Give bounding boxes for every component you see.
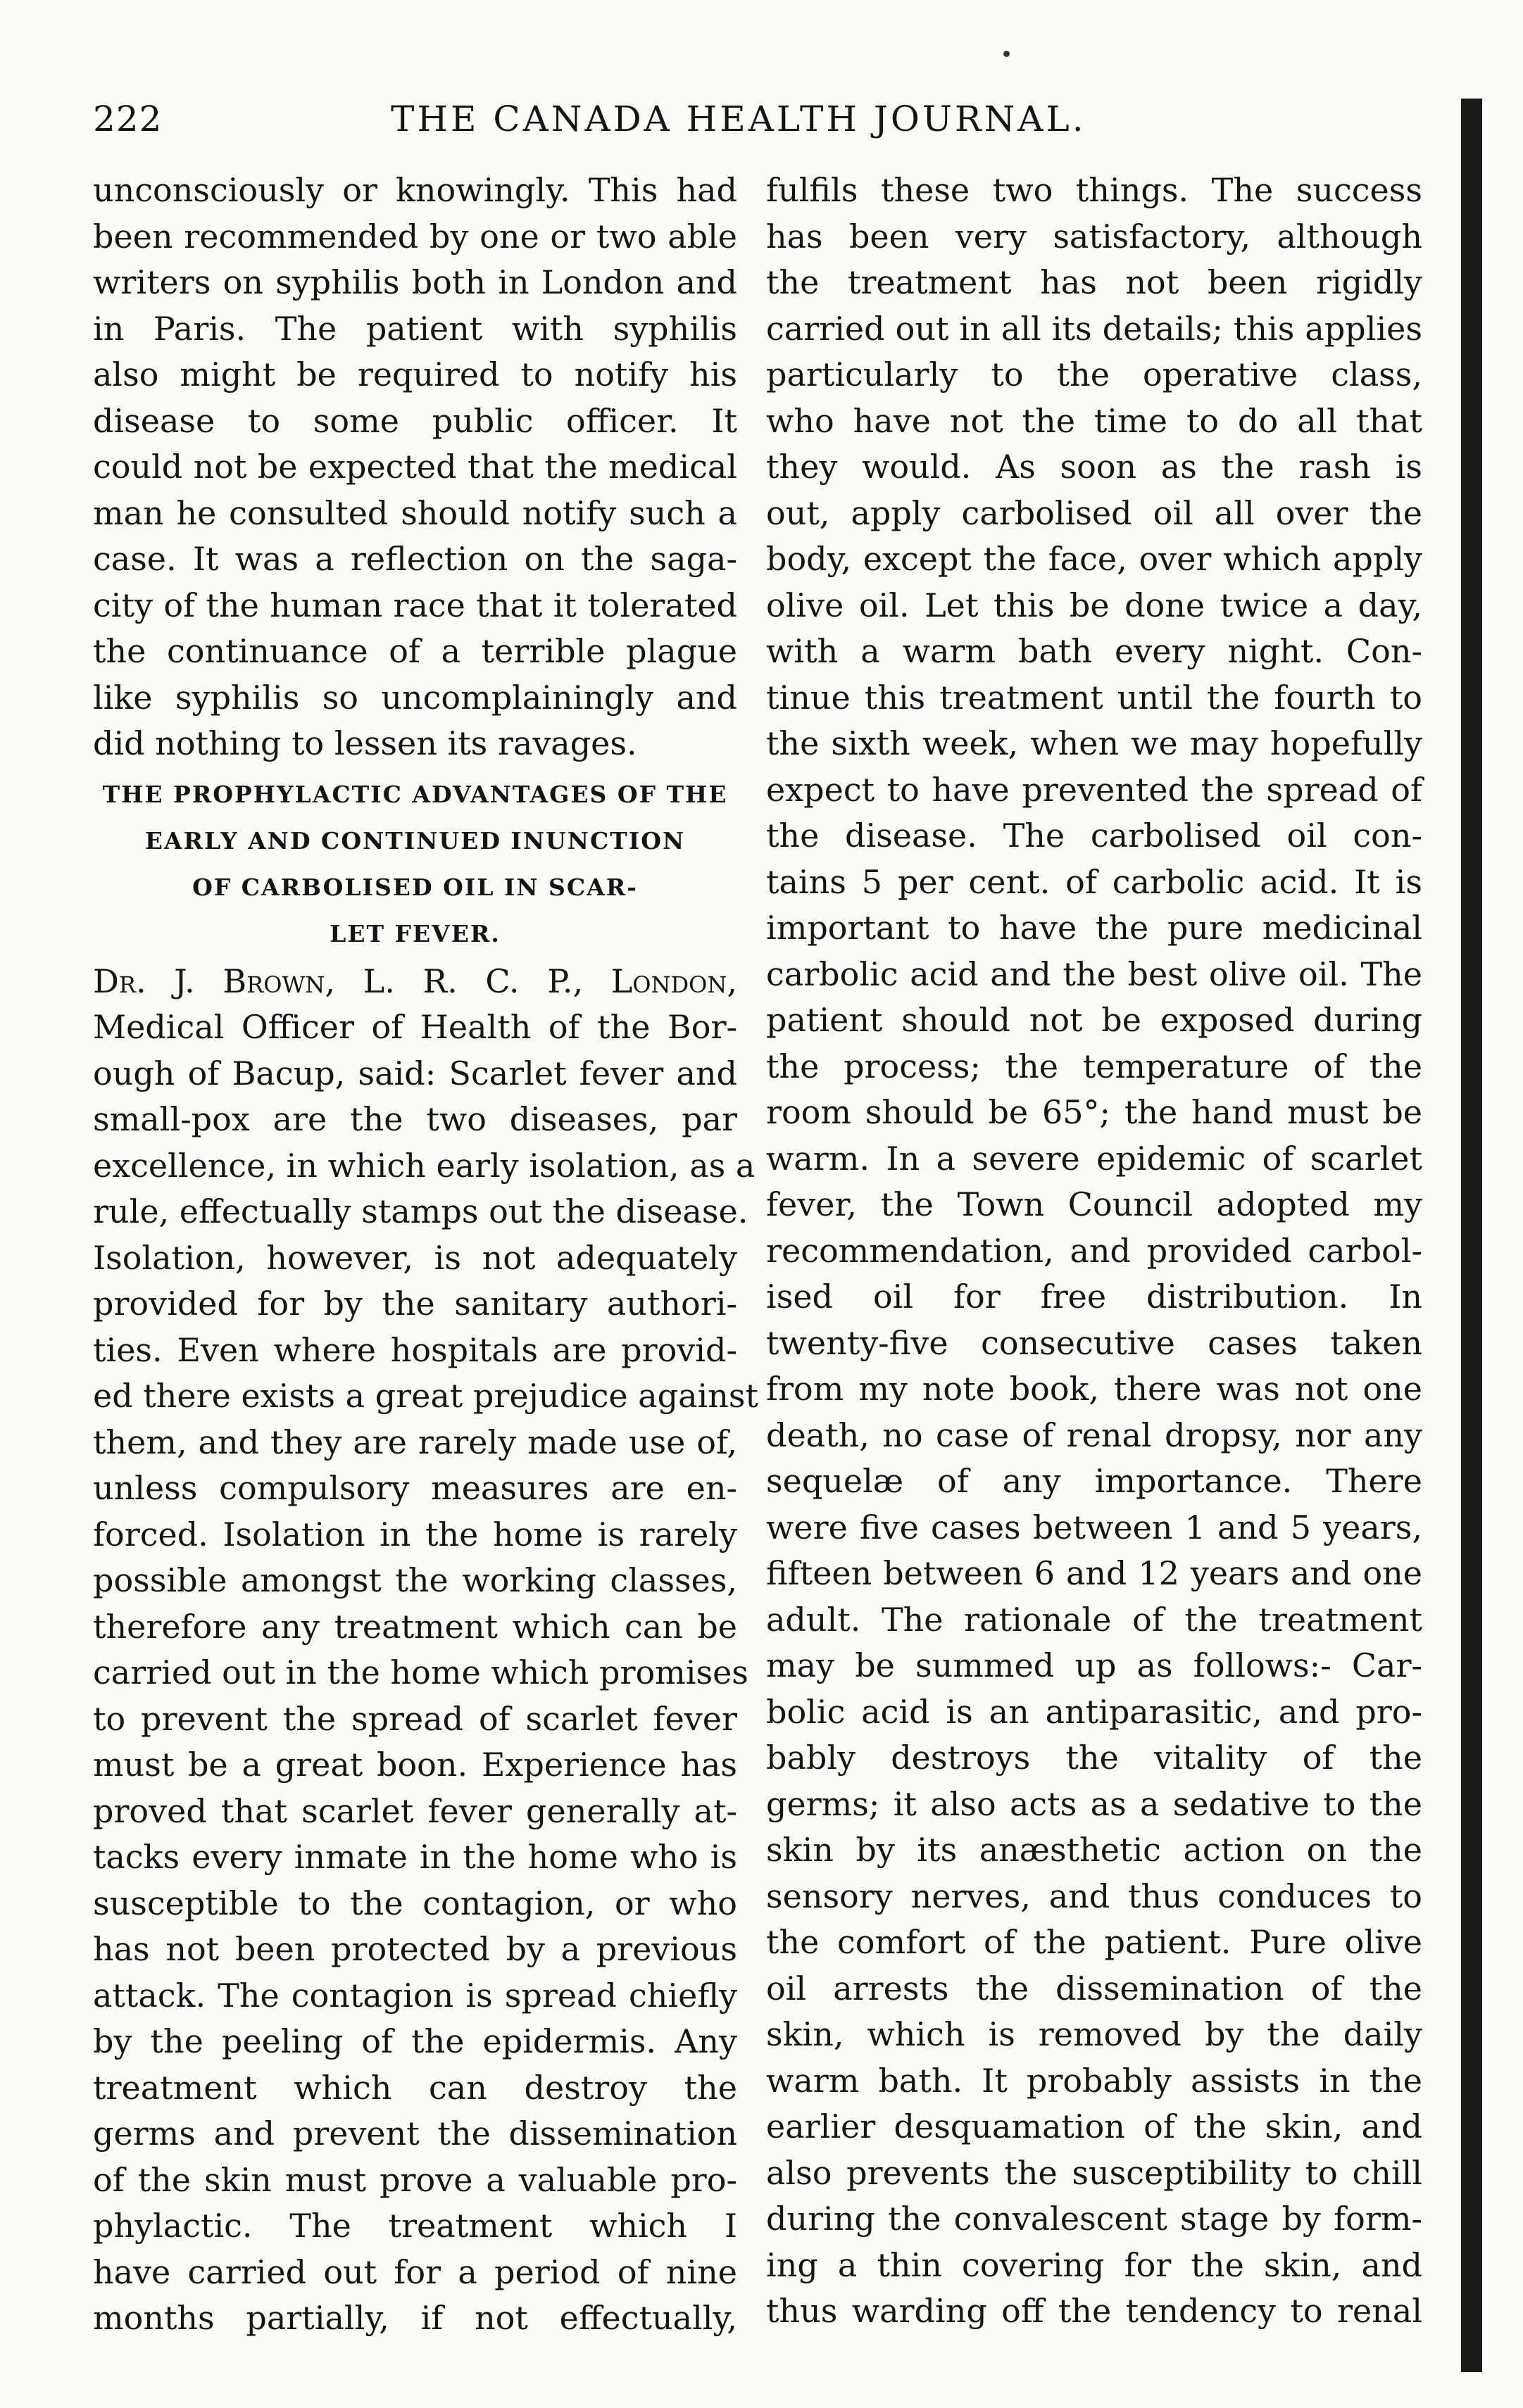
right-column (766, 168, 1422, 2335)
text-line: the comfort of the patient. Pure olive (766, 1923, 1422, 1961)
text-line: carried out in all its details; this applies (766, 309, 1422, 348)
text-line: warm bath. It probably assists in the (766, 2061, 1422, 2100)
text-line: ties. Even where hospitals are provid- (93, 1330, 737, 1369)
text-line: been recommended by one or two able (93, 217, 737, 256)
text-line: also might be required to notify his (93, 355, 737, 393)
text-line: sensory nerves, and thus conduces to (766, 1877, 1422, 1915)
text-line: rule, effectually stamps out the disease. (93, 1192, 748, 1230)
text-line: Medical Officer of Health of the Bor- (93, 1008, 737, 1046)
text-line: they would. As soon as the rash is (766, 448, 1422, 486)
text-line: out, apply carbolised oil all over the (766, 493, 1422, 532)
text-line: ised oil for free distribution. In (766, 1278, 1422, 1316)
text-line: tinue this treatment until the fourth to (766, 678, 1422, 717)
text-line: could not be expected that the medical (93, 448, 737, 486)
left-column (93, 168, 758, 2342)
text-line: ed there exists a great prejudice against (93, 1377, 758, 1415)
text-line: the treatment has not been rigidly (766, 263, 1422, 301)
text-line: them, and they are rarely made use of, (93, 1423, 737, 1461)
text-line: particularly to the operative class, (766, 355, 1422, 393)
text-line: the continuance of a terrible plague (93, 632, 737, 670)
text-line: the disease. The carbolised oil con- (766, 817, 1422, 855)
text-line: may be summed up as follows:- Car- (766, 1646, 1422, 1684)
text-line: small-pox are the two diseases, par (93, 1100, 737, 1138)
text-line: skin, which is removed by the daily (766, 2015, 1422, 2053)
text-line: earlier desquamation of the skin, and (766, 2107, 1422, 2145)
text-line: has not been protected by a previous (93, 1930, 737, 1968)
text-line: in Paris. The patient with syphilis (93, 309, 737, 348)
text-line: warm. In a severe epidemic of scarlet (766, 1139, 1422, 1178)
text-line: fever, the Town Council adopted my (766, 1185, 1422, 1223)
text-line: olive oil. Let this be done twice a day, (766, 586, 1422, 624)
text-line: death, no case of renal dropsy, nor any (766, 1416, 1422, 1454)
print-speck (1003, 51, 1010, 57)
text-line: the sixth week, when we may hopefully (766, 724, 1422, 762)
text-line: carbolic acid and the best olive oil. The (766, 954, 1422, 993)
text-line: bolic acid is an antiparasitic, and pro- (766, 1692, 1422, 1731)
text-line: recommendation, and provided carbol- (766, 1231, 1422, 1270)
text-line: writers on syphilis both in London and (93, 263, 737, 301)
text-line: proved that scarlet fever generally at- (93, 1791, 737, 1830)
text-line: forced. Isolation in the home is rarely (93, 1515, 737, 1553)
text-line: susceptible to the contagion, or who (93, 1884, 737, 1922)
text-line: oil arrests the dissemination of the (766, 1969, 1422, 2007)
text-line: ough of Bacup, said: Scarlet fever and (93, 1054, 737, 1092)
text-line: skin by its anæsthetic action on the (766, 1831, 1422, 1869)
text-line: phylactic. The treatment which I (93, 2207, 737, 2245)
text-line: of the skin must prove a valuable pro- (93, 2160, 737, 2199)
text-line: unconsciously or knowingly. This had (93, 171, 737, 209)
left-column-top-text (93, 168, 737, 767)
text-line: patient should not be exposed during (766, 1001, 1422, 1039)
text-line: by the peeling of the epidermis. Any (93, 2022, 737, 2060)
page-edge-rule (1461, 99, 1482, 2372)
text-line: carried out in the home which promises (93, 1653, 748, 1691)
heading-line: LET FEVER. (330, 919, 501, 947)
text-line: has been very satisfactory, although (766, 217, 1422, 256)
text-line: thus warding off the tendency to renal (766, 2292, 1422, 2330)
text-line: body, except the face, over which apply (766, 540, 1422, 578)
section-heading (93, 771, 737, 957)
text-line: Isolation, however, is not adequately (93, 1238, 737, 1277)
text-line: during the convalescent stage by form- (766, 2200, 1422, 2238)
text-line: excellence, in which early isolation, as a (93, 1146, 756, 1185)
page-number: 222 (93, 99, 163, 139)
text-line: twenty-five consecutive cases taken (766, 1323, 1422, 1362)
left-column-article-text (93, 959, 758, 2342)
text-line: room should be 65°; the hand must be (766, 1093, 1422, 1131)
text-line: the process; the temperature of the (766, 1047, 1422, 1085)
text-line: with a warm bath every night. Con- (766, 632, 1422, 670)
text-line: bably destroys the vitality of the (766, 1739, 1422, 1777)
heading-line: OF CARBOLISED OIL IN SCAR- (192, 873, 638, 901)
text-line: expect to have prevented the spread of (766, 770, 1422, 809)
text-line: must be a great boon. Experience has (93, 1746, 737, 1784)
text-line: city of the human race that it tolerated (93, 586, 737, 624)
text-line: disease to some public officer. It (93, 401, 737, 440)
text-line: case. It was a reflection on the saga- (93, 540, 737, 578)
text-line: ing a thin covering for the skin, and (766, 2245, 1422, 2284)
text-line: tains 5 per cent. of carbolic acid. It is (766, 862, 1422, 901)
text-line: Dr. J. Brown, L. R. C. P., London, (93, 962, 737, 1000)
running-head-title: THE CANADA HEALTH JOURNAL. (391, 99, 1086, 139)
text-line: months partially, if not effectually, (93, 2299, 737, 2337)
text-line: possible amongst the working classes, (93, 1561, 737, 1599)
text-line: germs and prevent the dissemination (93, 2114, 737, 2152)
text-line: important to have the pure medicinal (766, 909, 1422, 947)
text-line: tacks every inmate in the home who is (93, 1838, 737, 1876)
text-line: provided for by the sanitary authori- (93, 1285, 737, 1323)
text-line: man he consulted should notify such a (93, 493, 737, 532)
text-line: adult. The rationale of the treatment (766, 1600, 1422, 1639)
text-line: were five cases between 1 and 5 years, (766, 1508, 1422, 1546)
text-line: attack. The contagion is spread chiefly (93, 1976, 737, 2015)
text-line: treatment which can destroy the (93, 2068, 737, 2107)
text-line: fulfils these two things. The success (766, 171, 1422, 209)
heading-line: EARLY AND CONTINUED INUNCTION (144, 826, 686, 855)
text-line: did nothing to lessen its ravages. (93, 724, 637, 762)
text-line: from my note book, there was not one (766, 1370, 1422, 1408)
text-line: have carried out for a period of nine (93, 2252, 737, 2291)
text-line: also prevents the susceptibility to chill (766, 2153, 1422, 2192)
text-line: who have not the time to do all that (766, 401, 1422, 440)
text-line: fifteen between 6 and 12 years and one (766, 1554, 1422, 1592)
text-line: germs; it also acts as a sedative to the (766, 1784, 1422, 1823)
text-line: like syphilis so uncomplainingly and (93, 678, 737, 717)
text-line: unless compulsory measures are en- (93, 1469, 737, 1507)
text-line: to prevent the spread of scarlet fever (93, 1699, 737, 1738)
text-line: therefore any treatment which can be (93, 1607, 737, 1646)
heading-line: THE PROPHYLACTIC ADVANTAGES OF THE (102, 780, 728, 808)
text-line: sequelæ of any importance. There (766, 1462, 1422, 1500)
